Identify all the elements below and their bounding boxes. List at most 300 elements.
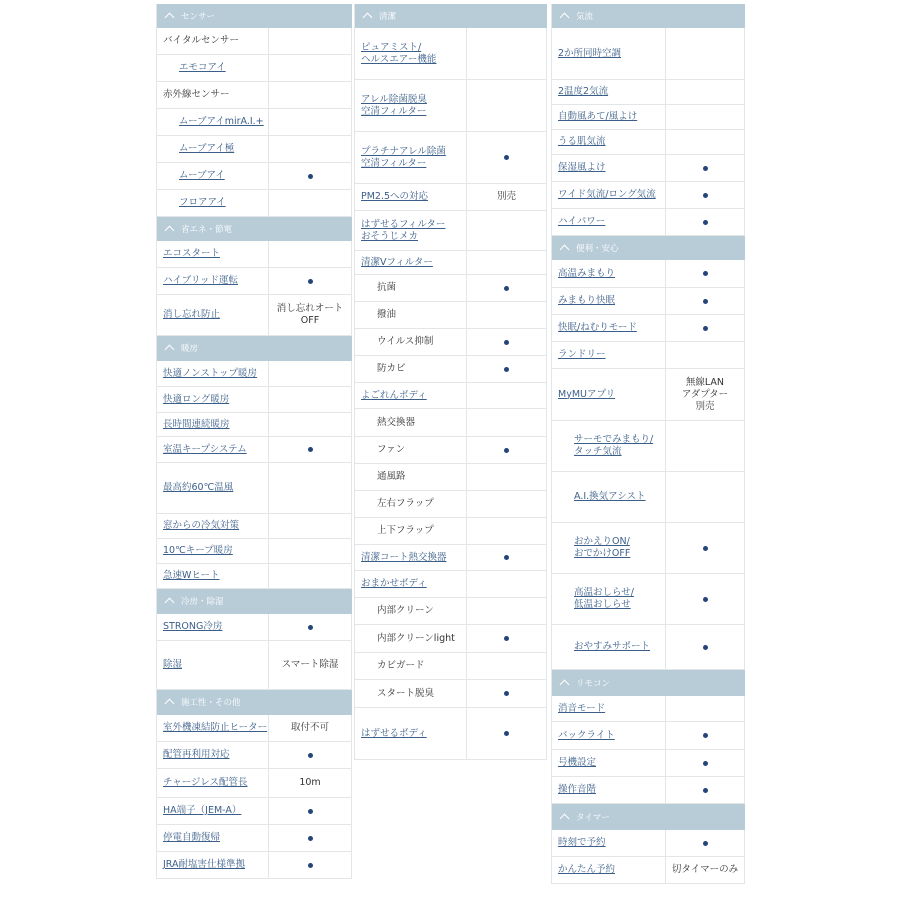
feature-name[interactable]: ハイパワー <box>558 216 606 227</box>
feature-value <box>269 163 352 189</box>
feature-link[interactable] <box>552 260 666 287</box>
spec-row <box>157 614 352 641</box>
feature-name[interactable]: A.I.換気アシスト <box>574 491 646 502</box>
feature-value <box>467 625 547 652</box>
feature-link[interactable] <box>552 288 666 314</box>
feature-name[interactable]: 窓からの冷気対策 <box>163 520 240 531</box>
feature-value <box>467 545 547 570</box>
feature-label <box>355 653 467 679</box>
feature-name[interactable]: サーモでみまもり/ タッチ気流 <box>574 434 654 457</box>
feature-link[interactable] <box>552 421 666 471</box>
feature-value <box>269 614 352 640</box>
feature-name[interactable]: うる肌気流 <box>558 136 606 147</box>
feature-link[interactable] <box>157 798 269 824</box>
spec-row <box>157 539 352 564</box>
feature-link[interactable] <box>552 342 666 368</box>
feature-link[interactable] <box>157 241 269 267</box>
spec-row <box>157 163 352 190</box>
spec-row <box>552 342 745 369</box>
feature-name: 通風路 <box>377 471 406 482</box>
feature-name[interactable]: おかえりON/ おでかけOFF <box>574 536 631 559</box>
feature-name[interactable]: チャージレス配管長 <box>163 777 248 788</box>
feature-value <box>467 598 547 624</box>
value-text: 無線LAN アダプター 別売 <box>681 376 729 412</box>
spec-row <box>157 82 352 109</box>
spec-row <box>355 356 547 383</box>
feature-value <box>666 830 745 856</box>
feature-name[interactable]: 除湿 <box>163 659 183 670</box>
value-text: 切タイマーのみ <box>671 864 739 875</box>
feature-label <box>355 275 467 301</box>
spec-row <box>552 130 745 155</box>
feature-label <box>355 409 467 436</box>
chevron-up-icon <box>165 225 175 235</box>
feature-link[interactable] <box>157 614 269 640</box>
spec-row <box>157 798 352 825</box>
feature-name: 熱交換器 <box>377 416 416 428</box>
feature-value <box>666 80 745 104</box>
feature-value <box>467 437 547 463</box>
feature-value <box>467 491 547 517</box>
feature-name[interactable]: よごれんボディ <box>361 389 427 401</box>
feature-value <box>467 653 547 679</box>
feature-name[interactable]: ムーブアイmirA.I.+ <box>179 116 264 127</box>
feature-name[interactable]: 室温キープシステム <box>163 443 247 455</box>
feature-link[interactable] <box>552 857 666 883</box>
feature-name[interactable]: 快眠/ねむりモード <box>558 322 637 333</box>
spec-row <box>355 251 547 275</box>
feature-name[interactable]: MyMUアプリ <box>558 388 616 400</box>
feature-link[interactable] <box>157 295 269 335</box>
feature-value <box>666 342 745 368</box>
section-title: 省エネ・節電 <box>181 224 233 235</box>
supported-dot-icon <box>308 836 313 841</box>
feature-link[interactable] <box>157 190 269 216</box>
feature-name[interactable]: 快適ノンストップ暖房 <box>163 367 258 379</box>
feature-value <box>666 421 745 471</box>
feature-link[interactable] <box>157 387 269 412</box>
feature-name[interactable]: フロアアイ <box>179 197 226 208</box>
section-header[interactable] <box>157 690 352 715</box>
feature-name[interactable]: 室外機凍結防止ヒーター <box>163 722 268 733</box>
supported-dot-icon <box>308 447 313 452</box>
feature-link[interactable] <box>157 641 269 689</box>
feature-name[interactable]: STRONG冷房 <box>163 621 223 632</box>
feature-name[interactable]: おまかせボディ <box>361 578 427 589</box>
feature-value <box>666 288 745 314</box>
spec-row <box>157 437 352 463</box>
supported-dot-icon <box>308 809 313 814</box>
feature-value <box>666 696 745 721</box>
feature-name[interactable]: 時刻で予約 <box>558 837 606 848</box>
feature-name[interactable]: 急速Wヒート <box>163 570 220 581</box>
section-header[interactable] <box>552 670 745 696</box>
feature-name: スタート脱臭 <box>377 687 435 699</box>
section-title: 清潔 <box>379 11 397 22</box>
section-title: 暖房 <box>181 344 199 354</box>
section-header[interactable] <box>355 4 547 28</box>
spec-row <box>355 184 547 211</box>
spec-row <box>355 571 547 598</box>
feature-name[interactable]: 2か所同時空調 <box>558 47 622 59</box>
feature-link[interactable] <box>552 105 666 129</box>
feature-link[interactable] <box>355 132 467 183</box>
feature-name[interactable]: はずせるフィルター おそうじメカ <box>361 218 446 242</box>
section-header[interactable] <box>552 4 745 28</box>
feature-value <box>269 28 352 54</box>
supported-dot-icon <box>504 340 509 345</box>
feature-link[interactable] <box>157 539 269 563</box>
feature-label <box>355 680 467 707</box>
feature-name: 内部クリーン <box>377 605 434 616</box>
section-header[interactable] <box>157 4 352 28</box>
feature-value <box>666 155 745 181</box>
feature-name[interactable]: アレル除菌脱臭 空清フィルター <box>361 93 427 117</box>
spec-column-1 <box>156 4 352 879</box>
feature-link[interactable] <box>157 742 269 768</box>
spec-row <box>157 769 352 798</box>
feature-label <box>355 356 467 382</box>
feature-link[interactable] <box>157 413 269 436</box>
supported-dot-icon <box>703 645 708 650</box>
spec-row <box>355 383 547 409</box>
feature-value <box>269 852 352 878</box>
spec-row <box>552 155 745 182</box>
supported-dot-icon <box>703 733 708 738</box>
spec-row <box>552 315 745 342</box>
feature-name[interactable]: ハイブリッド運転 <box>163 275 238 286</box>
feature-name[interactable]: 号機設定 <box>558 757 597 768</box>
feature-link[interactable] <box>355 28 467 79</box>
feature-label <box>157 82 269 108</box>
supported-dot-icon <box>703 597 708 602</box>
supported-dot-icon <box>504 155 509 160</box>
feature-name[interactable]: おやすみサポート <box>574 641 651 652</box>
feature-value <box>666 28 745 79</box>
feature-value <box>467 464 547 490</box>
spec-row <box>552 472 745 523</box>
feature-link[interactable] <box>157 852 269 878</box>
feature-link[interactable] <box>552 574 666 624</box>
feature-value <box>666 182 745 208</box>
feature-name[interactable]: 清潔Vフィルター <box>361 256 433 268</box>
feature-name: 上下フラップ <box>377 525 434 536</box>
feature-name[interactable]: ムーブアイ <box>179 170 225 181</box>
feature-name[interactable]: 停電自動復帰 <box>163 832 221 843</box>
feature-name[interactable]: プラチナアレル除菌 空清フィルター <box>361 145 446 169</box>
supported-dot-icon <box>308 279 313 284</box>
spec-row <box>355 132 547 184</box>
feature-link[interactable] <box>157 136 269 162</box>
feature-value <box>269 361 352 386</box>
feature-value <box>269 82 352 108</box>
feature-value <box>666 209 745 235</box>
feature-name[interactable]: 快適ロング暖房 <box>163 393 230 405</box>
feature-name[interactable]: ピュアミスト/ ヘルスエアー機能 <box>361 41 437 65</box>
chevron-up-icon <box>165 598 175 608</box>
feature-name: 撥油 <box>377 309 397 320</box>
feature-label <box>355 329 467 355</box>
supported-dot-icon <box>703 326 708 331</box>
supported-dot-icon <box>703 546 708 551</box>
section-header[interactable] <box>157 336 352 361</box>
spec-row <box>552 857 745 884</box>
value-text: 10m <box>299 777 321 788</box>
feature-name[interactable]: 長時間連続暖房 <box>163 418 230 430</box>
spec-row <box>355 275 547 302</box>
feature-link[interactable] <box>552 369 666 420</box>
feature-link[interactable] <box>157 514 269 538</box>
feature-link[interactable] <box>355 383 467 408</box>
feature-value <box>467 383 547 408</box>
feature-link[interactable] <box>552 625 666 669</box>
feature-link[interactable] <box>355 571 467 597</box>
feature-link[interactable] <box>157 564 269 588</box>
feature-name[interactable]: ムーブアイ極 <box>179 143 235 154</box>
feature-link[interactable] <box>552 130 666 154</box>
feature-name[interactable]: かんたん予約 <box>558 864 616 875</box>
feature-value <box>269 825 352 851</box>
feature-name[interactable]: 保湿風よけ <box>558 162 606 173</box>
feature-name: バイタルセンサー <box>163 35 240 46</box>
section-header[interactable] <box>552 804 745 830</box>
feature-value <box>666 369 745 420</box>
feature-value <box>666 777 745 803</box>
section-title: タイマー <box>576 812 610 823</box>
feature-link[interactable] <box>157 109 269 135</box>
feature-value <box>269 190 352 216</box>
spec-row <box>157 852 352 879</box>
feature-value <box>467 680 547 707</box>
feature-value <box>269 268 352 294</box>
feature-value <box>467 251 547 274</box>
supported-dot-icon <box>504 286 509 291</box>
feature-value <box>269 55 352 81</box>
feature-value <box>269 514 352 538</box>
spec-row <box>157 463 352 514</box>
feature-value <box>467 409 547 436</box>
spec-row <box>157 641 352 690</box>
feature-value <box>269 241 352 267</box>
supported-dot-icon <box>308 625 313 630</box>
feature-name[interactable]: エモコアイ <box>179 62 226 73</box>
feature-value <box>666 857 745 883</box>
chevron-up-icon <box>560 679 570 689</box>
feature-value <box>269 437 352 462</box>
feature-value <box>269 641 352 689</box>
feature-name[interactable]: 消音モード <box>558 702 606 714</box>
chevron-up-icon <box>560 12 570 22</box>
feature-link[interactable] <box>552 182 666 208</box>
feature-name[interactable]: みまもり快眠 <box>558 295 616 306</box>
feature-link[interactable] <box>552 80 666 104</box>
feature-value <box>467 28 547 79</box>
feature-link[interactable] <box>355 708 467 759</box>
feature-link[interactable] <box>157 437 269 462</box>
feature-value <box>269 769 352 797</box>
feature-name[interactable]: JRA耐塩害仕様準拠 <box>163 859 246 870</box>
section-header[interactable] <box>157 217 352 241</box>
feature-link[interactable] <box>157 715 269 741</box>
spec-row <box>552 750 745 777</box>
feature-value <box>666 523 745 573</box>
feature-label <box>355 464 467 490</box>
feature-name[interactable]: 高温おしらせ/ 低温おしらせ <box>574 587 634 610</box>
feature-link[interactable] <box>355 545 467 570</box>
spec-row <box>355 437 547 464</box>
feature-label <box>157 28 269 54</box>
feature-name[interactable]: はずせるボディ <box>361 727 427 739</box>
feature-value <box>269 387 352 412</box>
spec-row <box>552 105 745 130</box>
spec-row <box>552 209 745 236</box>
spec-row <box>355 598 547 625</box>
feature-link[interactable] <box>355 184 467 210</box>
feature-value <box>666 260 745 287</box>
section-header[interactable] <box>157 589 352 614</box>
spec-row <box>157 514 352 539</box>
feature-name[interactable]: 10℃キープ暖房 <box>163 545 233 556</box>
feature-label <box>355 302 467 328</box>
spec-row <box>552 574 745 625</box>
feature-value <box>467 571 547 597</box>
feature-link[interactable] <box>355 80 467 131</box>
feature-link[interactable] <box>552 315 666 341</box>
feature-link[interactable] <box>157 825 269 851</box>
section-title: 施工性・その他 <box>181 698 241 708</box>
chevron-up-icon <box>560 813 570 823</box>
spec-row <box>552 777 745 804</box>
feature-value <box>467 80 547 131</box>
feature-name: カビガード <box>377 660 425 671</box>
spec-row <box>355 545 547 571</box>
feature-name: 左右フラップ <box>377 498 434 509</box>
feature-value <box>666 130 745 154</box>
feature-link[interactable] <box>552 830 666 856</box>
feature-link[interactable] <box>552 523 666 573</box>
value-text: 取付不可 <box>290 722 329 733</box>
feature-value <box>666 574 745 624</box>
chevron-up-icon <box>165 345 175 355</box>
feature-label <box>355 625 467 652</box>
spec-row <box>157 825 352 852</box>
spec-row <box>157 295 352 336</box>
spec-row <box>157 564 352 589</box>
section-title: 気流 <box>576 11 594 22</box>
spec-row <box>355 708 547 760</box>
feature-name[interactable]: 消し忘れ防止 <box>163 309 221 320</box>
feature-value <box>467 132 547 183</box>
spec-row <box>355 329 547 356</box>
feature-name[interactable]: 最高約60℃温風 <box>163 482 234 493</box>
feature-name[interactable]: 高温みまもり <box>558 267 616 279</box>
feature-value <box>269 742 352 768</box>
feature-name[interactable]: 配管再利用対応 <box>163 749 230 760</box>
supported-dot-icon <box>504 448 509 453</box>
feature-link[interactable] <box>552 155 666 181</box>
feature-link[interactable] <box>552 750 666 776</box>
value-text: スマート除湿 <box>281 659 339 670</box>
feature-value <box>666 722 745 749</box>
feature-value <box>467 211 547 250</box>
feature-name[interactable]: 2温度2気流 <box>558 86 609 97</box>
spec-row <box>355 653 547 680</box>
feature-link[interactable] <box>552 209 666 235</box>
spec-row <box>552 260 745 288</box>
feature-link[interactable] <box>157 769 269 797</box>
spec-row <box>157 28 352 55</box>
feature-name: 抗菌 <box>377 282 397 293</box>
feature-value <box>269 798 352 824</box>
feature-value <box>467 302 547 328</box>
supported-dot-icon <box>308 174 313 179</box>
spec-row <box>157 742 352 769</box>
spec-row <box>157 715 352 742</box>
spec-row <box>157 361 352 387</box>
feature-name[interactable]: HA端子（JEM-A） <box>163 805 242 816</box>
feature-link[interactable] <box>552 472 666 522</box>
feature-link[interactable] <box>157 268 269 294</box>
feature-name[interactable]: 自動風あて/風よけ <box>558 111 638 122</box>
supported-dot-icon <box>703 841 708 846</box>
feature-value <box>666 625 745 669</box>
supported-dot-icon <box>703 299 708 304</box>
feature-link[interactable] <box>552 722 666 749</box>
spec-row <box>355 409 547 437</box>
feature-value <box>269 413 352 436</box>
feature-value <box>269 539 352 563</box>
feature-name[interactable]: ワイド気流/ロング気流 <box>558 189 656 200</box>
feature-name[interactable]: 清潔コート熱交換器 <box>361 551 447 563</box>
spec-row <box>355 680 547 708</box>
feature-name[interactable]: エコスタート <box>163 248 221 259</box>
feature-name[interactable]: バックライト <box>558 729 615 741</box>
feature-value <box>467 356 547 382</box>
feature-link[interactable] <box>552 28 666 79</box>
feature-name[interactable]: PM2.5への対応 <box>361 191 429 202</box>
spec-row <box>355 80 547 132</box>
feature-name[interactable]: 操作音階 <box>558 784 597 795</box>
supported-dot-icon <box>504 555 509 560</box>
supported-dot-icon <box>703 193 708 198</box>
feature-link[interactable] <box>157 463 269 513</box>
spec-column-2 <box>354 4 547 760</box>
feature-value <box>269 715 352 741</box>
feature-link[interactable] <box>355 251 467 274</box>
feature-link[interactable] <box>552 777 666 803</box>
feature-value <box>467 329 547 355</box>
supported-dot-icon <box>703 220 708 225</box>
feature-link[interactable] <box>355 211 467 250</box>
spec-row <box>157 55 352 82</box>
feature-name[interactable]: ランドリー <box>558 349 606 360</box>
supported-dot-icon <box>504 691 509 696</box>
feature-link[interactable] <box>157 55 269 81</box>
feature-link[interactable] <box>157 361 269 386</box>
feature-link[interactable] <box>552 696 666 721</box>
feature-name: 赤外線センサー <box>163 89 230 100</box>
feature-value <box>666 472 745 522</box>
spec-row <box>157 413 352 437</box>
spec-row <box>552 369 745 421</box>
feature-value <box>666 105 745 129</box>
spec-row <box>552 80 745 105</box>
feature-name: ウイルス抑制 <box>377 336 434 347</box>
feature-link[interactable] <box>157 163 269 189</box>
feature-value <box>467 708 547 759</box>
section-header[interactable] <box>552 236 745 260</box>
section-title: センサー <box>181 11 216 22</box>
